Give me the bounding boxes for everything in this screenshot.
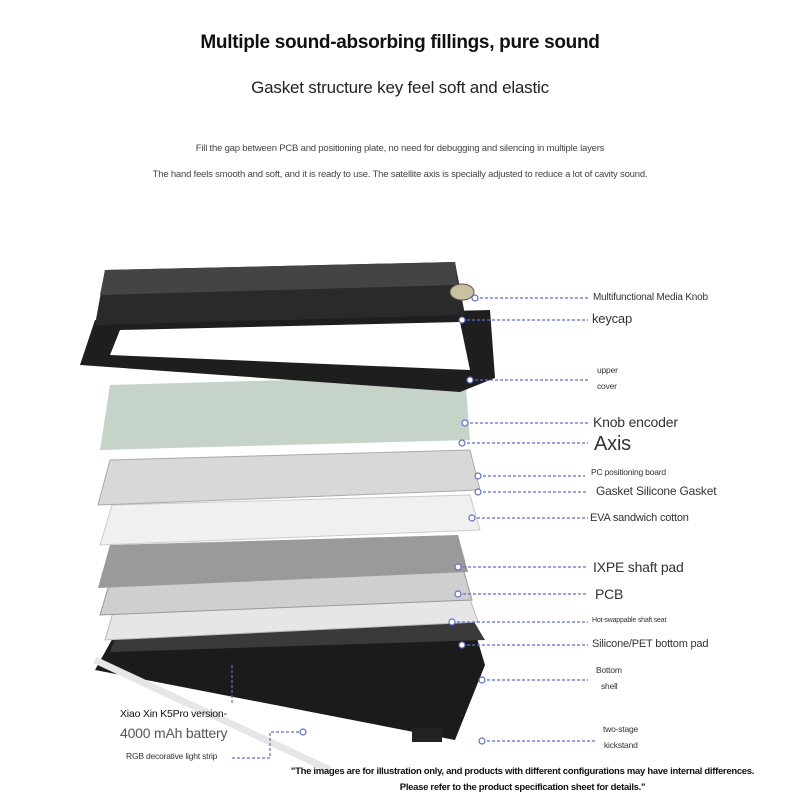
- description-line-1: Fill the gap between PCB and positioning plate, no need for debugging and silencing in multiple layers: [195, 143, 605, 154]
- media-knob: [450, 284, 474, 300]
- label-upper-cover-2: cover: [597, 381, 617, 391]
- label-bottom-shell-1: Bottom: [596, 665, 622, 675]
- page-subtitle: Gasket structure key feel soft and elastic: [251, 78, 549, 97]
- disclaimer-line-2: Please refer to the product specification sheet for details.": [399, 782, 646, 793]
- label-light-strip: RGB decorative light strip: [126, 751, 218, 761]
- label-keycap: keycap: [592, 311, 632, 326]
- label-battery-2: 4000 mAh battery: [120, 725, 228, 741]
- label-bottom-pad: Silicone/PET bottom pad: [592, 638, 709, 650]
- label-media-knob: Multifunctional Media Knob: [593, 292, 708, 303]
- label-bottom-shell-2: shell: [601, 681, 618, 691]
- label-gasket: Gasket Silicone Gasket: [596, 484, 717, 498]
- label-hotswap: Hot-swappable shaft seat: [592, 617, 667, 624]
- label-kickstand-1: two-stage: [603, 724, 639, 734]
- disclaimer-line-1: "The images are for illustration only, and products with different configurations may have internal differences.: [290, 766, 755, 777]
- label-pc-board: PC positioning board: [591, 467, 666, 477]
- description-line-2: The hand feels smooth and soft, and it is ready to use. The satellite axis is specially adjusted to reduce a lot of cavity sound.: [152, 169, 648, 180]
- label-knob-encoder: Knob encoder: [593, 414, 678, 430]
- label-kickstand-2: kickstand: [604, 740, 638, 750]
- label-axis: Axis: [594, 433, 631, 455]
- kickstand: [412, 728, 442, 742]
- label-battery-1: Xiao Xin K5Pro version-: [120, 708, 227, 720]
- label-eva: EVA sandwich cotton: [590, 512, 689, 524]
- label-upper-cover-1: upper: [597, 365, 618, 375]
- label-pcb: PCB: [595, 586, 624, 602]
- page-title: Multiple sound-absorbing fillings, pure sound: [200, 32, 600, 53]
- label-ixpe: IXPE shaft pad: [593, 559, 684, 575]
